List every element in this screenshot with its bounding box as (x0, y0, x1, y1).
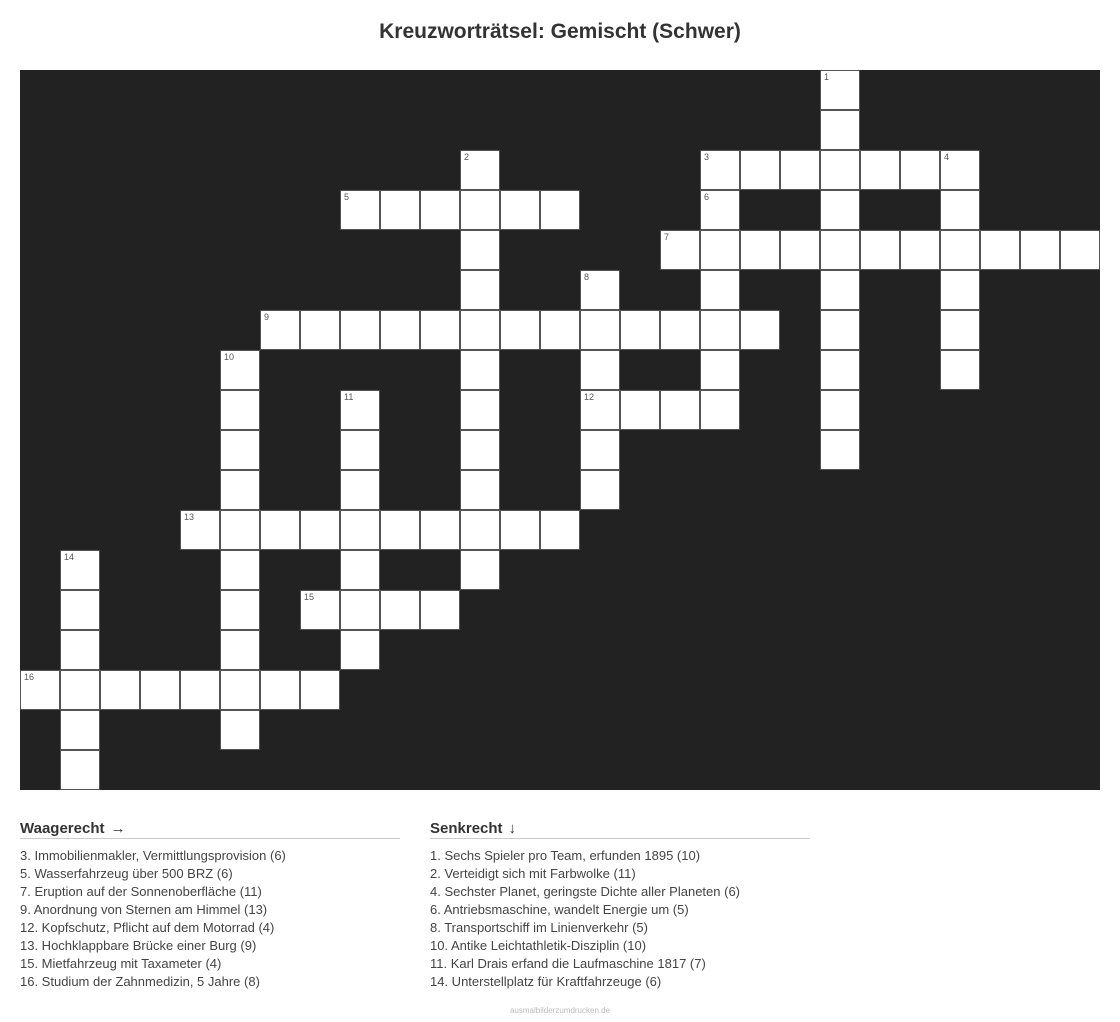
grid-cell[interactable] (460, 150, 500, 190)
grid-cell[interactable] (220, 710, 260, 750)
grid-cell[interactable] (100, 670, 140, 710)
grid-cell[interactable] (460, 270, 500, 310)
grid-cell[interactable] (460, 390, 500, 430)
grid-cell[interactable] (580, 270, 620, 310)
across-heading (20, 820, 400, 839)
grid-cell[interactable] (580, 470, 620, 510)
cell-number: 10 (224, 352, 235, 362)
across-clue: 3. Immobilienmakler, Vermittlungsprovision (6) (20, 848, 286, 863)
grid-cell[interactable] (900, 150, 940, 190)
grid-cell[interactable] (620, 310, 660, 350)
grid-cell[interactable] (660, 230, 700, 270)
crossword-grid (20, 70, 1100, 790)
across-clue: 12. Kopfschutz, Pflicht auf dem Motorrad (4) (20, 920, 275, 935)
grid-cell[interactable] (300, 590, 340, 630)
across-clue: 15. Mietfahrzeug mit Taxameter (4) (20, 956, 222, 971)
grid-cell[interactable] (820, 230, 860, 270)
grid-cell[interactable] (820, 150, 860, 190)
grid-cell[interactable] (140, 670, 180, 710)
grid-cell[interactable] (340, 470, 380, 510)
grid-cell[interactable] (580, 430, 620, 470)
grid-cell[interactable] (700, 230, 740, 270)
grid-cell[interactable] (460, 470, 500, 510)
down-clue: 10. Antike Leichtathletik-Disziplin (10) (430, 938, 647, 953)
grid-cell[interactable] (940, 230, 980, 270)
across-clue-list (20, 847, 400, 991)
across-clue: 16. Studium der Zahnmedizin, 5 Jahre (8) (20, 974, 260, 989)
grid-cell[interactable] (820, 270, 860, 310)
grid-cell[interactable] (540, 510, 580, 550)
grid-cell[interactable] (340, 630, 380, 670)
grid-cell[interactable] (900, 230, 940, 270)
grid-cell[interactable] (500, 510, 540, 550)
down-clue: 4. Sechster Planet, geringste Dichte aller Planeten (6) (430, 884, 741, 899)
grid-cell[interactable] (820, 430, 860, 470)
arrow-down-icon: ↓ (508, 820, 517, 837)
grid-cell[interactable] (820, 350, 860, 390)
grid-cell[interactable] (340, 310, 380, 350)
cell-number: 5 (344, 192, 350, 202)
down-clue: 14. Unterstellplatz für Kraftfahrzeuge (6) (430, 974, 662, 989)
grid-cell[interactable] (940, 150, 980, 190)
grid-cell[interactable] (700, 150, 740, 190)
grid-cell[interactable] (580, 310, 620, 350)
grid-cell[interactable] (500, 310, 540, 350)
grid-cell[interactable] (540, 190, 580, 230)
grid-cell[interactable] (220, 350, 260, 390)
grid-cell[interactable] (220, 630, 260, 670)
grid-cell[interactable] (460, 190, 500, 230)
grid-cell[interactable] (860, 230, 900, 270)
arrow-right-icon: → (110, 820, 126, 837)
grid-cell[interactable] (740, 310, 780, 350)
grid-cell[interactable] (740, 230, 780, 270)
grid-cell[interactable] (780, 150, 820, 190)
cell-number: 13 (184, 512, 195, 522)
grid-cell[interactable] (820, 310, 860, 350)
grid-cell[interactable] (60, 710, 100, 750)
grid-cell[interactable] (220, 550, 260, 590)
down-heading-label: Senkrecht (430, 820, 503, 837)
grid-cell[interactable] (180, 670, 220, 710)
grid-cell[interactable] (940, 350, 980, 390)
grid-cell[interactable] (260, 310, 300, 350)
grid-cell[interactable] (700, 190, 740, 230)
across-clue: 13. Hochklappbare Brücke einer Burg (9) (20, 938, 257, 953)
grid-cell[interactable] (460, 230, 500, 270)
across-clue: 9. Anordnung von Sternen am Himmel (13) (20, 902, 268, 917)
grid-cell[interactable] (220, 670, 260, 710)
grid-cell[interactable] (220, 470, 260, 510)
grid-cell[interactable] (660, 310, 700, 350)
down-clue: 6. Antriebsmaschine, wandelt Energie um (5) (430, 902, 689, 917)
grid-cell[interactable] (460, 350, 500, 390)
grid-cell[interactable] (220, 430, 260, 470)
grid-cell[interactable] (60, 670, 100, 710)
grid-cell[interactable] (700, 390, 740, 430)
grid-cell[interactable] (540, 310, 580, 350)
grid-cell[interactable] (340, 550, 380, 590)
grid-cell[interactable] (340, 510, 380, 550)
grid-cell[interactable] (60, 630, 100, 670)
cell-number: 1 (824, 72, 830, 82)
grid-cell[interactable] (460, 510, 500, 550)
grid-cell[interactable] (260, 510, 300, 550)
cell-number: 8 (584, 272, 590, 282)
cell-number: 11 (344, 392, 354, 402)
cell-number: 2 (464, 152, 470, 162)
down-heading (430, 820, 810, 839)
grid-cell[interactable] (300, 670, 340, 710)
cell-number: 9 (264, 312, 270, 322)
footer-credit: ausmalbilderzumdrucken.de (509, 1006, 611, 1015)
cell-number: 12 (584, 392, 595, 402)
grid-cell[interactable] (700, 350, 740, 390)
grid-cell[interactable] (700, 310, 740, 350)
down-clue: 2. Verteidigt sich mit Farbwolke (11) (430, 866, 636, 881)
grid-cell[interactable] (60, 550, 100, 590)
grid-cell[interactable] (220, 390, 260, 430)
grid-cell[interactable] (340, 430, 380, 470)
down-clue: 8. Transportschiff im Linienverkehr (5) (430, 920, 648, 935)
grid-cell[interactable] (380, 310, 420, 350)
across-clue: 5. Wasserfahrzeug über 500 BRZ (6) (20, 866, 233, 881)
grid-cell[interactable] (460, 550, 500, 590)
grid-cell[interactable] (740, 150, 780, 190)
grid-cell[interactable] (420, 590, 460, 630)
grid-cell[interactable] (660, 390, 700, 430)
cell-number: 7 (664, 232, 670, 242)
grid-cell[interactable] (220, 590, 260, 630)
grid-cell[interactable] (420, 310, 460, 350)
grid-cell[interactable] (380, 590, 420, 630)
down-clue: 1. Sechs Spieler pro Team, erfunden 1895 (10) (430, 848, 701, 863)
grid-cell[interactable] (260, 670, 300, 710)
grid-cell[interactable] (180, 510, 220, 550)
grid-cell[interactable] (340, 190, 380, 230)
grid-cell[interactable] (820, 390, 860, 430)
down-clues-panel (430, 820, 810, 991)
grid-cell[interactable] (340, 390, 380, 430)
grid-cell[interactable] (460, 430, 500, 470)
grid-cell[interactable] (820, 70, 860, 110)
cell-number: 4 (944, 152, 950, 162)
across-clues-panel (20, 820, 400, 991)
grid-cell[interactable] (580, 390, 620, 430)
grid-cell[interactable] (940, 270, 980, 310)
puzzle-title: Kreuzworträtsel: Gemischt (Schwer) (379, 20, 741, 43)
across-heading-label: Waagerecht (20, 820, 105, 837)
grid-cell[interactable] (820, 190, 860, 230)
grid-cell[interactable] (1060, 230, 1100, 270)
grid-cell[interactable] (420, 190, 460, 230)
grid-cell[interactable] (60, 750, 100, 790)
grid-cell[interactable] (380, 510, 420, 550)
cell-number: 15 (304, 592, 315, 602)
grid-cell[interactable] (700, 270, 740, 310)
grid-cell[interactable] (580, 350, 620, 390)
grid-cell[interactable] (820, 110, 860, 150)
cell-number: 14 (64, 552, 75, 562)
grid-cell[interactable] (780, 230, 820, 270)
grid-cell[interactable] (940, 190, 980, 230)
grid-cell[interactable] (340, 590, 380, 630)
grid-cell[interactable] (60, 590, 100, 630)
grid-cell[interactable] (300, 510, 340, 550)
down-clue-list (430, 847, 810, 991)
grid-cell[interactable] (300, 310, 340, 350)
grid-cell[interactable] (380, 190, 420, 230)
grid-cell[interactable] (220, 510, 260, 550)
grid-cell[interactable] (860, 150, 900, 190)
grid-cell[interactable] (20, 670, 60, 710)
cell-number: 16 (24, 672, 35, 682)
grid-cell[interactable] (420, 510, 460, 550)
down-clue: 11. Karl Drais erfand die Laufmaschine 1817 (7) (430, 956, 706, 971)
grid-cell[interactable] (940, 310, 980, 350)
grid-cell[interactable] (1020, 230, 1060, 270)
grid-cell[interactable] (980, 230, 1020, 270)
across-clue: 7. Eruption auf der Sonnenoberfläche (11) (20, 884, 262, 899)
grid-cell[interactable] (620, 390, 660, 430)
grid-cell[interactable] (500, 190, 540, 230)
cell-number: 3 (704, 152, 710, 162)
cell-number: 6 (704, 192, 710, 202)
grid-cell[interactable] (460, 310, 500, 350)
